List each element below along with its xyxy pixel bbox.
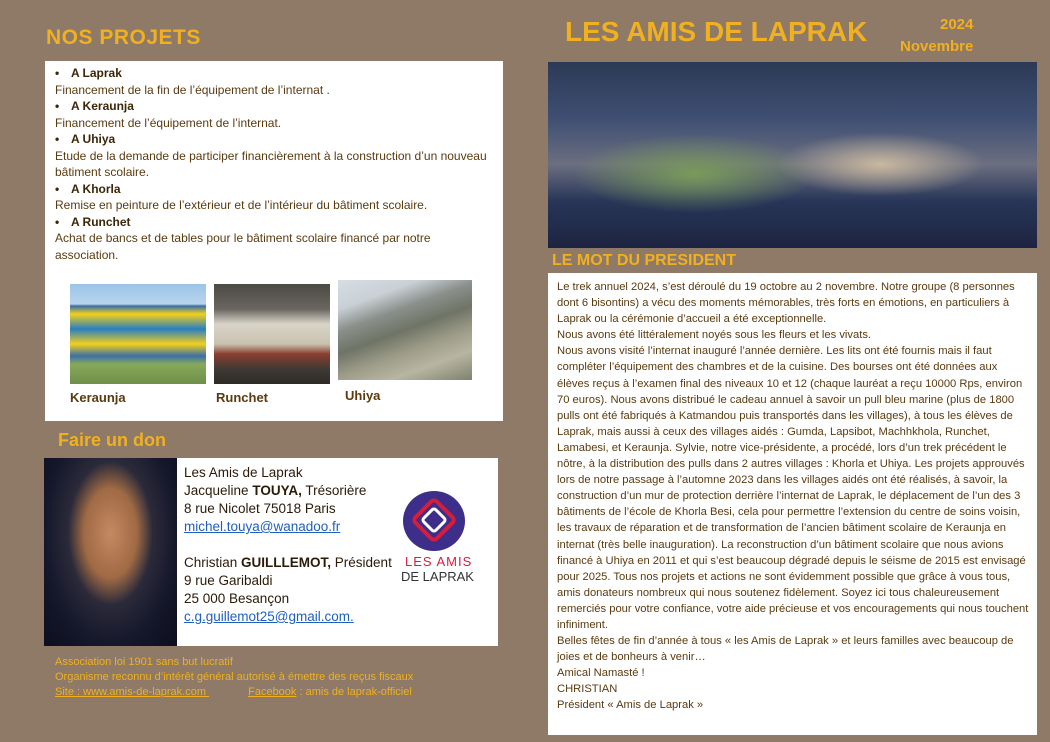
footer-legal: Association loi 1901 sans but lucratif — [55, 656, 233, 668]
bullet-icon: • — [55, 214, 60, 229]
projet-item — [55, 181, 495, 214]
projet-item — [55, 65, 495, 98]
bullet-icon: • — [55, 181, 60, 196]
projets-title: NOS PROJETS — [46, 26, 201, 49]
projet-item — [55, 131, 495, 181]
projet-heading: A Uhiya — [71, 132, 116, 146]
treasurer-surname: TOUYA, — [252, 483, 302, 498]
logo-text-line1: LES AMIS — [405, 554, 473, 569]
projet-heading: A Laprak — [71, 66, 122, 80]
president-line: Christian GUILLLEMOT, Président — [184, 555, 392, 570]
projet-heading: A Keraunja — [71, 99, 134, 113]
mot-paragraph: Le trek annuel 2024, s’est déroulé du 19 octobre au 2 novembre. Notre groupe (8 personnes dont 6 bisontins) a vécu des moments mémorables, très forts en émotions, en particuliers à Laprak ou la cérémonie d’accueil a été exceptionnelle. — [557, 281, 1015, 326]
issue-month: Novembre — [900, 38, 974, 55]
logo-text-line2: DE LAPRAK — [401, 569, 474, 584]
treasurer-email-link[interactable]: michel.touya@wanadoo.fr — [184, 519, 341, 534]
projet-description: Financement de la fin de l’équipement de l’internat . — [55, 82, 330, 97]
don-panel — [177, 458, 498, 646]
runchet-caption: Runchet — [216, 390, 268, 405]
mot-paragraph: Belles fêtes de fin d’année à tous « les Amis de Laprak » et leurs familles avec beaucoup de joies et de bonheurs à venir… — [557, 635, 1014, 664]
facebook-link[interactable]: Facebook — [248, 686, 297, 698]
footer-links: Site : www.amis-de-laprak.com Facebook : amis de laprak-officiel — [55, 686, 412, 698]
treasurer-line: Jacqueline TOUYA, Trésorière — [184, 483, 367, 498]
projet-heading: A Khorla — [71, 181, 121, 196]
org-name: Les Amis de Laprak — [184, 465, 303, 480]
mot-paragraph: CHRISTIAN — [557, 683, 618, 696]
runchet-photo — [214, 284, 330, 384]
mot-text — [557, 279, 1029, 714]
projets-list — [55, 65, 495, 263]
bullet-icon: • — [55, 132, 60, 146]
footer-tax: Organisme reconnu d’intérêt général autorisé à émettre des reçus fiscaux — [55, 671, 414, 683]
don-title: Faire un don — [58, 430, 166, 450]
issue-year: 2024 — [940, 16, 974, 33]
mot-paragraph: Nous avons visité l’internat inauguré l’année dernière. Les lits ont été fournis mais il faut compléter l’équipement des chambres et de la cuisine. Des bourses ont été données aux élèves reçus à l’examen final des niveaux 10 et 12 (chaque lauréat a reçu 10000 Rps, environ 70 euros). Nous avons distribué le cadeau annuel à savoir un pull bleu marine (plus de 1800 pulls ont été fabriqués à Katmandou puis transportés dans les villages), à tous les élèves de Laprak, mais aussi à ceux des villages aidés : Gumda, Lapsibot, Machhkhola, Runchet, Lamabesi, et Keraunja. Sylvie, notre vice-présidente, a procédé, lors d’un trek précédent le nôtre, à la distribution des pulls dans 2 autres villages : Khorla et Uhiya. Les projets approuvés lors de notre passage à l’automne 2023 dans les villages aidés ont été réalisés, à savoir, la construction d’un mur de protection derrière l’internat de Laprak, le déplacement de l’un des 3 bâtiments de l’école de Khorla Besi, cela pour permettre l’extension du centre de soins voisin, les travaux de réparation et de transformation de l’ancien bâtiment scolaire de Keraunja en internat (très belle inauguration). La reconstruction d’un bâtiment scolaire que nous avions financé à Uhiya en 2011 et qui s’est beaucoup dégradé depuis le séisme de 2015 est envisagé pour 2025. Tous nos projets et actions ne sont évidemment possible que grâce à vous tous, amis donateurs nombreux qui nous soutenez fidèlement. Soyez ici tous chaleureusement remerciés pour votre confiance, votre aide précieuse et vos encouragements qui nous touchent infiniment. — [557, 345, 1029, 631]
bullet-icon: • — [55, 66, 60, 80]
treasurer-address: 8 rue Nicolet 75018 Paris — [184, 501, 336, 516]
association-logo — [397, 491, 475, 591]
group-photo — [548, 62, 1037, 248]
keraunja-caption: Keraunja — [70, 390, 126, 405]
projet-heading: A Runchet — [71, 214, 131, 229]
mot-paragraph: Nous avons été littéralement noyés sous les fleurs et les vivats. — [557, 329, 872, 342]
projet-description: Etude de la demande de participer financièrement à la construction d’un nouveau bâtiment scolaire. — [55, 148, 487, 179]
mot-signature: Président « Amis de Laprak » — [557, 699, 704, 712]
projet-item — [55, 98, 495, 131]
mot-paragraph: Amical Namasté ! — [557, 667, 645, 680]
site-link[interactable]: Site : www.amis-de-laprak.com — [55, 686, 210, 698]
president-surname: GUILLLEMOT, — [241, 555, 332, 570]
mot-panel — [548, 273, 1037, 735]
uhiya-photo — [338, 280, 472, 380]
projet-description: Financement de l’équipement de l’internat. — [55, 115, 282, 130]
don-contacts — [184, 464, 392, 626]
keraunja-photo — [70, 284, 206, 384]
president-street: 9 rue Garibaldi — [184, 573, 273, 588]
projet-item — [55, 214, 495, 264]
bullet-icon: • — [55, 99, 60, 113]
projet-description: Achat de bancs et de tables pour le bâtiment scolaire financé par notre association. — [55, 231, 431, 262]
projet-description: Remise en peinture de l’extérieur et de l’intérieur du bâtiment scolaire. — [55, 198, 428, 212]
president-email-link[interactable]: c.g.guillemot25@gmail.com. — [184, 609, 354, 624]
main-title: LES AMIS DE LAPRAK — [565, 16, 868, 47]
uhiya-caption: Uhiya — [345, 388, 381, 403]
president-city: 25 000 Besançon — [184, 591, 290, 606]
mot-title: LE MOT DU PRESIDENT — [552, 252, 737, 269]
girl-photo — [44, 458, 177, 646]
